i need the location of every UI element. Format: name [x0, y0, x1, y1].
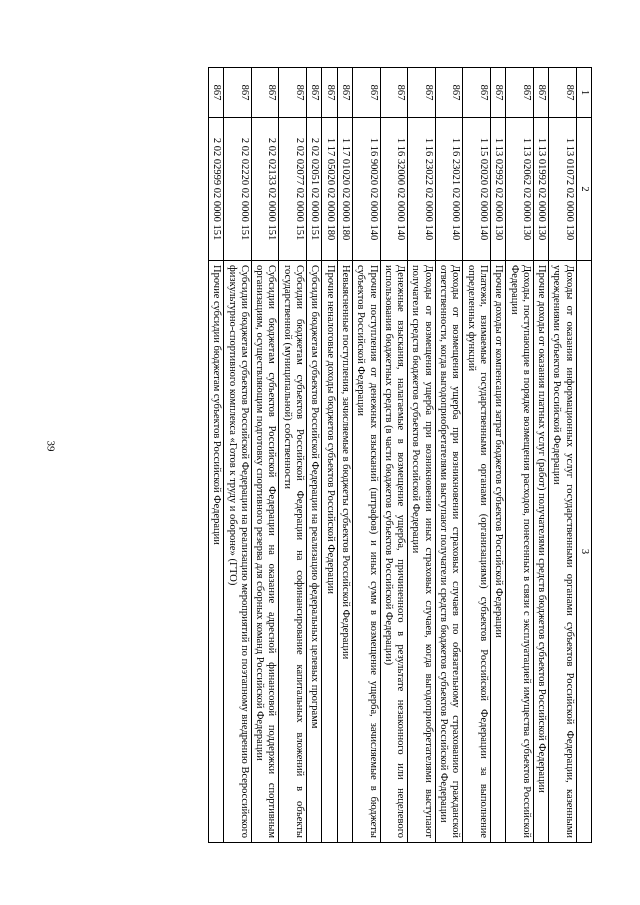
rotated-table-container [68, 67, 592, 842]
admin-code-cell: 867 [337, 68, 352, 118]
admin-code-cell: 867 [533, 68, 548, 118]
table-row [435, 68, 463, 843]
revenue-name-cell: Субсидии бюджетам субъектов Российской Федерации на реализацию мероприятий по поэтапному внедрению Всероссийского физкультурно-спортивного комплекса «Готов к труду и обороне» (ГТО) [224, 261, 252, 843]
revenue-name-cell: Прочие поступления от денежных взысканий (штрафов) и иных сумм в возмещение ущерба, зачисляемые в бюджеты субъектов Российской Федерации [352, 261, 380, 843]
table-row [352, 68, 380, 843]
revenue-codes-table [208, 67, 592, 843]
table-row [322, 68, 337, 843]
admin-code-cell: 867 [380, 68, 408, 118]
budget-code-cell: 1 16 23022 02 0000 140 [408, 118, 436, 261]
table-row [307, 68, 322, 843]
revenue-name-cell: Доходы, поступающие в порядке возмещения расходов, понесенных в связи с эксплуатацией имущества субъектов Российской Федерации [506, 261, 534, 843]
admin-code-cell: 867 [549, 68, 577, 118]
table-row [533, 68, 548, 843]
admin-code-cell: 867 [463, 68, 491, 118]
budget-code-cell: 2 02 02999 02 0000 151 [208, 118, 223, 261]
admin-code-cell: 867 [251, 68, 279, 118]
table-header-row [576, 68, 591, 843]
revenue-name-cell: Доходы от возмещения ущерба при возникновении страховых случаев по обязательному страхованию гражданской ответственности, когда выгодоприобретателями выступают получатели средств бюджетов субъектов Российской Федерации [435, 261, 463, 843]
budget-code-cell: 1 13 01072 02 0000 130 [549, 118, 577, 261]
budget-code-cell: 1 15 02020 02 0000 140 [463, 118, 491, 261]
budget-code-cell: 1 13 02062 02 0000 130 [506, 118, 534, 261]
table-row [224, 68, 252, 843]
header-col-1: 1 [576, 68, 591, 118]
revenue-name-cell: Денежные взыскания, налагаемые в возмещение ущерба, причиненного в результате незаконного или нецелевого использования бюджетных средств (в части бюджетов субъектов Российской Федерации) [380, 261, 408, 843]
budget-code-cell: 1 13 01992 02 0000 130 [533, 118, 548, 261]
admin-code-cell: 867 [224, 68, 252, 118]
admin-code-cell: 867 [322, 68, 337, 118]
table-row [408, 68, 436, 843]
budget-code-cell: 2 02 02051 02 0000 151 [307, 118, 322, 261]
revenue-name-cell: Прочие доходы от компенсации затрат бюджетов субъектов Российской Федерации [490, 261, 505, 843]
budget-code-cell: 1 16 90020 02 0000 140 [352, 118, 380, 261]
budget-code-cell: 2 02 02077 02 0000 151 [279, 118, 307, 261]
revenue-name-cell: Прочие субсидии бюджетам субъектов Российской Федерации [208, 261, 223, 843]
budget-code-cell: 1 16 32000 02 0000 140 [380, 118, 408, 261]
revenue-name-cell: Доходы от возмещения ущерба при возникновении иных страховых случаев, когда выгодоприобретателями выступают получатели средств бюджетов субъектов Российской Федерации [408, 261, 436, 843]
revenue-name-cell: Субсидии бюджетам субъектов Российской Федерации на реализацию федеральных целевых программ [307, 261, 322, 843]
table-row [251, 68, 279, 843]
header-col-2: 2 [576, 118, 591, 261]
budget-code-cell: 1 17 01020 02 0000 180 [337, 118, 352, 261]
revenue-name-cell: Невыясненные поступления, зачисляемые в бюджеты субъектов Российской Федерации [337, 261, 352, 843]
revenue-name-cell: Прочие неналоговые доходы бюджетов субъектов Российской Федерации [322, 261, 337, 843]
admin-code-cell: 867 [307, 68, 322, 118]
revenue-name-cell: Платежи, взимаемые государственными органами (организациями) субъектов Российской Федерации за выполнение определенных функций [463, 261, 491, 843]
admin-code-cell: 867 [435, 68, 463, 118]
admin-code-cell: 867 [408, 68, 436, 118]
admin-code-cell: 867 [490, 68, 505, 118]
admin-code-cell: 867 [279, 68, 307, 118]
table-row [208, 68, 223, 843]
admin-code-cell: 867 [208, 68, 223, 118]
table-row [463, 68, 491, 843]
revenue-name-cell: Субсидии бюджетам субъектов Российской Федерации на софинансирование капитальных вложений в объекты государственной (муниципальной) собственности [279, 261, 307, 843]
revenue-name-cell: Субсидии бюджетам субъектов Российской Федерации на оказание адресной финансовой поддержки спортивным организациям, осуществляющим подготовку спортивного резерва для сборных команд Российской Федерации [251, 261, 279, 843]
table-row [506, 68, 534, 843]
table-row [490, 68, 505, 843]
revenue-name-cell: Прочие доходы от оказания платных услуг (работ) получателями средств бюджетов субъектов Российской Федерации [533, 261, 548, 843]
budget-code-cell: 1 13 02992 02 0000 130 [490, 118, 505, 261]
table-body [208, 68, 576, 843]
admin-code-cell: 867 [352, 68, 380, 118]
admin-code-cell: 867 [506, 68, 534, 118]
table-row [549, 68, 577, 843]
budget-code-cell: 1 16 23021 02 0000 140 [435, 118, 463, 261]
revenue-name-cell: Доходы от оказания информационных услуг государственными органами субъектов Российской Федерации, казенными учреждениями субъектов Российской Федерации [549, 261, 577, 843]
budget-code-cell: 2 02 02133 02 0000 151 [251, 118, 279, 261]
budget-code-cell: 1 17 05020 02 0000 180 [322, 118, 337, 261]
page-number: 39 [44, 440, 57, 452]
table-row [279, 68, 307, 843]
table-row [337, 68, 352, 843]
budget-code-cell: 2 02 02220 02 0000 151 [224, 118, 252, 261]
header-col-3: 3 [576, 261, 591, 843]
table-row [380, 68, 408, 843]
